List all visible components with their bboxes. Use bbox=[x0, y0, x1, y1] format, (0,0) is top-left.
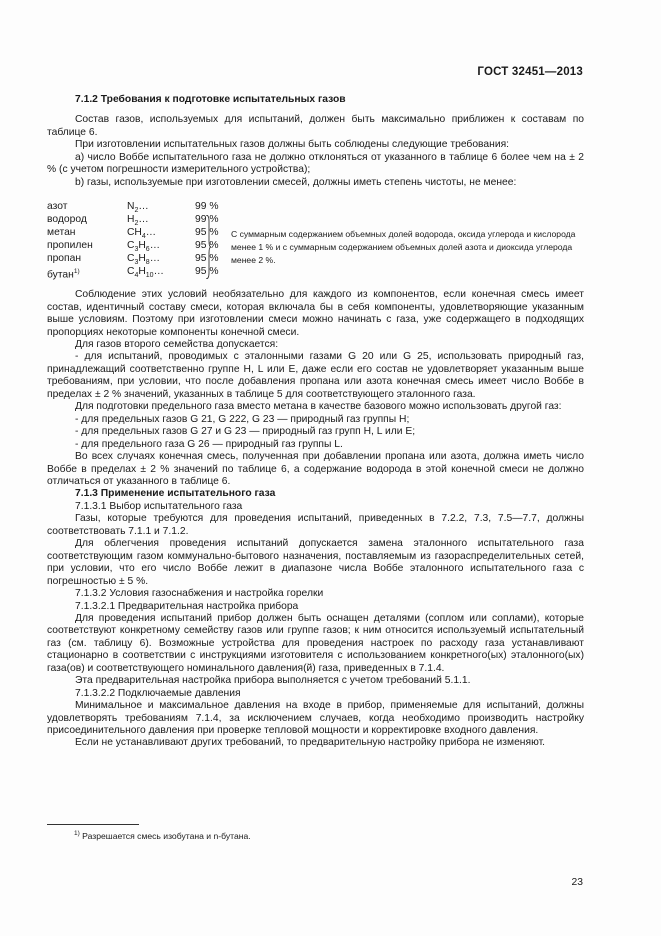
paragraph: Во всех случаях конечная смесь, полученная при добавлении пропана или азота, должна иметь число Воббе в пределах ± 2 % значений по таблице 6, а содержание водорода в этой конечной смеси не должно отличаться от указанного в таблице 6. bbox=[47, 451, 584, 487]
list-item-dash: - для предельного газа G 26 — природный газ группы L. bbox=[75, 438, 343, 450]
footnote-text: Разрешается смесь изобутана и n-бутана. bbox=[82, 830, 251, 841]
footnote-divider bbox=[47, 824, 139, 825]
subsection-heading-7-1-3-2: 7.1.3.2 Условия газоснабжения и настройка горелки bbox=[75, 588, 324, 600]
list-item-b: b) газы, используемые при изготовлении смесей, должны иметь степень чистоты, не менее: bbox=[75, 176, 517, 188]
paragraph: Газы, которые требуются для проведения испытаний, приведенных в 7.2.2, 7.3, 7.5—7.7, должны соответствовать 7.1.1 и 7.1.2. bbox=[47, 513, 584, 537]
footnote-mark: 1) bbox=[74, 830, 80, 837]
gas-formula: $CH_4\dots$ bbox=[127, 227, 157, 241]
gas-formula: $C_3H_6\dots$ bbox=[127, 240, 160, 254]
gas-name: азот bbox=[47, 201, 68, 213]
list-item-dash: - для испытаний, проводимых с эталонными газами G 20 или G 25, использовать природный газ, принадлежащий соответственно группе H, L или E, даже если его состав не удовлетворяет указанным выше требованиям, при условии, что после добавления пропана или азота конечная смесь имеет число Воббе в пределах ± 2 % значений, указанных в таблице 5 для соответствующего эталонного газа. bbox=[47, 351, 584, 400]
paragraph: При изготовлении испытательных газов должны быть соблюдены следующие требования: bbox=[75, 139, 510, 151]
paragraph: Для подготовки предельного газа вместо метана в качестве базового можно использовать другой газ: bbox=[75, 401, 562, 413]
standard-designation: ГОСТ 32451—2013 bbox=[477, 66, 583, 78]
paragraph: Для проведения испытаний прибор должен быть оснащен деталями (соплом или соплами), которые соответствуют конкретному семейству газов или группе газов; к ним относится используемый испытательный газ (см. таблицу 6). Возможные устройства для проведения настроек по расходу газа устанавливают стационарно в соответствии с инструкциями изготовителя с использованием конкретного(ых) эталонного(ых) газа(ов) и соответствующего номинального давления(й) газа, приведенных в 7.1.4. bbox=[47, 612, 584, 674]
paragraph: Соблюдение этих условий необязательно для каждого из компонентов, если конечная смесь имеет состав, идентичный составу смеси, которая включала бы в себя компоненты, удовлетворяющие указанным выше условиям. Поэтому при изготовлении смеси можно начинать с газа, уже содержащего в подходящих пропорциях некоторые компоненты конечной смеси. bbox=[47, 289, 584, 338]
gas-purity-list bbox=[47, 201, 584, 281]
gas-name: пропилен bbox=[47, 240, 93, 252]
list-item-dash: - для предельных газов G 21, G 222, G 23 — природный газ группы H; bbox=[75, 413, 410, 425]
gas-purity: 99 % bbox=[195, 201, 219, 213]
list-item-a: a) число Воббе испытательного газа не должно отклоняться от указанного в таблице 6 более чем на ± 2 % (с учетом погрешности измерительного устройства); bbox=[47, 151, 584, 176]
paragraph: Эта предварительная настройка прибора выполняется с учетом требований 5.1.1. bbox=[75, 675, 471, 687]
paragraph: Для газов второго семейства допускается: bbox=[75, 338, 279, 350]
gas-formula: $N_2\dots$ bbox=[127, 201, 149, 215]
brace-icon bbox=[205, 215, 211, 279]
paragraph: Для облегчения проведения испытаний допускается замена эталонного испытательного газа соответствующим газом коммунально-бытового назначения, поставляемым из газораспределительных сетей, при условии, что его число Воббе лежит в диапазоне числа Воббе эталонного испытательного газа с погрешностью ± 5 %. bbox=[47, 538, 584, 587]
footnote bbox=[74, 830, 251, 841]
paragraph: Состав газов, используемых для испытаний, должен быть максимально приближен к составам по таблице 6. bbox=[47, 114, 584, 138]
document-body bbox=[47, 94, 584, 750]
gas-purity: 95 % bbox=[195, 266, 219, 278]
subsection-heading-7-1-3-2-2: 7.1.3.2.2 Подключаемые давления bbox=[75, 687, 241, 699]
gas-purity: 99 % bbox=[195, 214, 219, 226]
page-number: 23 bbox=[571, 877, 583, 888]
gas-name: пропан bbox=[47, 253, 82, 265]
gas-purity: 95 % bbox=[195, 240, 219, 252]
gas-purity: 95 % bbox=[195, 253, 219, 265]
gas-name: метан bbox=[47, 227, 76, 239]
gas-note: С суммарным содержанием объемных долей водорода, оксида углерода и кислорода менее 1 % и с суммарным содержанием объемных долей азота и диоксида углерода менее 2 %. bbox=[231, 229, 576, 265]
gas-name: водород bbox=[47, 214, 87, 226]
section-heading-7-1-2: 7.1.2 Требования к подготовке испытательных газов bbox=[75, 94, 346, 105]
list-item-dash: - для предельных газов G 27 и G 23 — природный газ групп H, L или E; bbox=[75, 426, 416, 438]
paragraph: Минимальное и максимальное давления на входе в прибор, применяемые для испытаний, должны удовлетворять требованиям 7.1.4, за исключением случаев, когда необходимо производить настройку присоединительного давления при проверке тепловой мощности и корректировке входного давления. bbox=[47, 700, 584, 737]
section-heading-7-1-3: 7.1.3 Применение испытательного газа bbox=[75, 488, 276, 500]
gas-formula: $C_3H_8\dots$ bbox=[127, 253, 160, 267]
gas-purity: 95 % bbox=[195, 227, 219, 239]
subsection-heading-7-1-3-1: 7.1.3.1 Выбор испытательного газа bbox=[75, 500, 243, 512]
footnote-ref: 1) bbox=[73, 268, 80, 276]
paragraph: Если не устанавливают других требований, то предварительную настройку прибора не изменяют. bbox=[75, 737, 546, 749]
subsection-heading-7-1-3-2-1: 7.1.3.2.1 Предварительная настройка прибора bbox=[75, 600, 299, 612]
gas-name: бутан$^{1)}$ bbox=[47, 268, 80, 281]
gas-formula: $C_4H_{10}\dots$ bbox=[127, 266, 164, 280]
gas-formula: $H_2\dots$ bbox=[127, 214, 149, 228]
